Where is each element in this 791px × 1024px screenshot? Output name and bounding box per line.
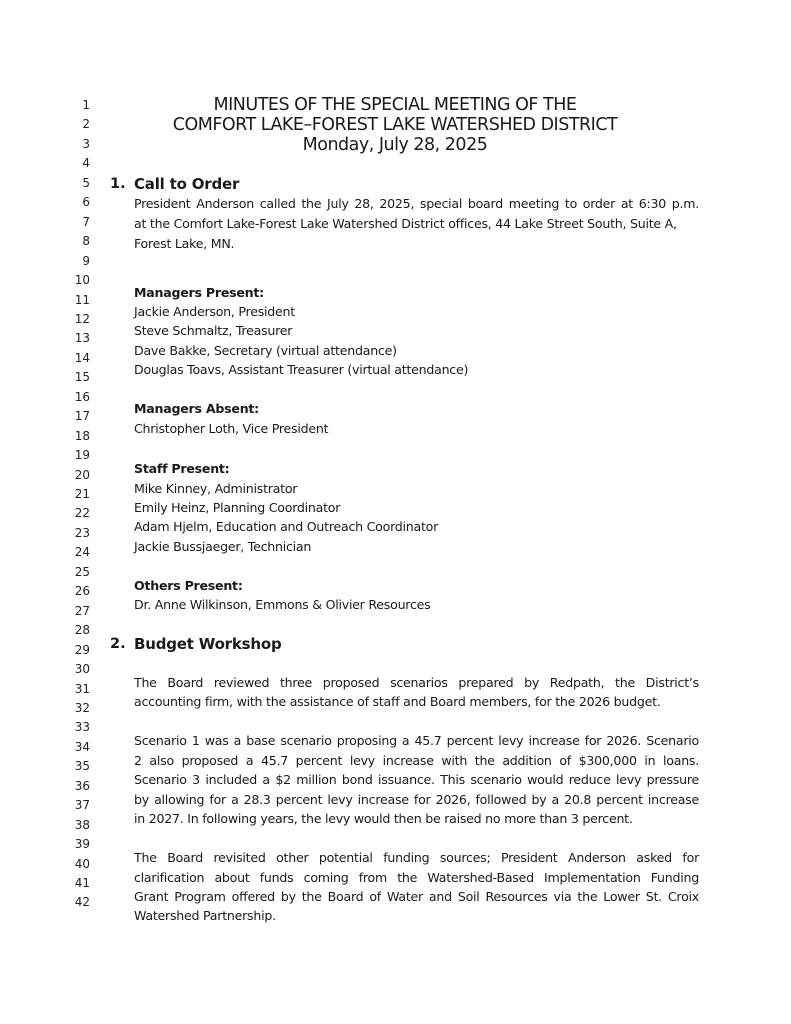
call-to-order-text-3: Forest Lake, MN. xyxy=(134,236,235,251)
line-number: 35 xyxy=(74,759,90,774)
line-number: 1 xyxy=(82,98,90,112)
staff-present-item: Adam Hjelm, Education and Outreach Coordinator xyxy=(134,519,439,534)
line-number: 24 xyxy=(74,545,90,560)
line-number: 7 xyxy=(82,214,90,229)
line-number: 18 xyxy=(74,428,90,443)
line-number: 22 xyxy=(74,506,90,521)
budget-paragraph-2-line: in 2027. In following years, the levy would then be raised no more than 3 percent. xyxy=(134,811,633,826)
line-number: 16 xyxy=(74,389,90,404)
line-number: 4 xyxy=(82,156,90,171)
budget-paragraph-2-line: by allowing for a 28.3 percent levy increase for 2026, followed by a 20.8 percent increase xyxy=(134,792,699,807)
section-1-heading: Call to Order xyxy=(134,175,240,193)
line-number: 25 xyxy=(74,564,90,579)
line-number: 38 xyxy=(74,817,90,832)
line-number: 23 xyxy=(74,525,90,540)
budget-paragraph-3-line: The Board revisited other potential funding sources; President Anderson asked for xyxy=(134,850,699,865)
manager-present-item: Jackie Anderson, President xyxy=(134,304,295,319)
line-number: 26 xyxy=(74,584,90,599)
others-present-item: Dr. Anne Wilkinson, Emmons & Olivier Resources xyxy=(134,597,431,612)
line-number: 21 xyxy=(74,487,90,501)
line-number: 3 xyxy=(82,136,90,151)
others-present-label: Others Present: xyxy=(134,578,243,593)
budget-paragraph-2-line: Scenario 3 included a $2 million bond issuance. This scenario would reduce levy pressure xyxy=(134,772,699,787)
line-number: 12 xyxy=(74,311,90,326)
line-number: 6 xyxy=(82,195,90,210)
call-to-order-text-2: at the Comfort Lake-Forest Lake Watershed District offices, 44 Lake Street South, Suite A, xyxy=(134,216,677,231)
line-number: 14 xyxy=(74,350,90,365)
line-number: 13 xyxy=(74,331,90,346)
staff-present-item: Emily Heinz, Planning Coordinator xyxy=(134,500,341,515)
line-number: 37 xyxy=(74,798,90,813)
line-number: 19 xyxy=(74,448,90,463)
budget-paragraph-2-line: 2 also proposed a 45.7 percent levy increase with the addition of $300,000 in loans. xyxy=(134,753,699,768)
line-number: 15 xyxy=(74,370,90,385)
line-number: 29 xyxy=(74,642,90,657)
line-number: 17 xyxy=(74,409,90,424)
managers-present-label: Managers Present: xyxy=(134,285,264,300)
title-date: Monday, July 28, 2025 xyxy=(302,135,488,155)
budget-paragraph-3-line: Watershed Partnership. xyxy=(134,908,276,923)
line-number: 27 xyxy=(74,603,90,618)
title-line-2: COMFORT LAKE–FOREST LAKE WATERSHED DISTRICT xyxy=(172,115,618,135)
budget-paragraph-1-line: accounting firm, with the assistance of staff and Board members, for the 2026 budget. xyxy=(134,694,661,709)
line-number: 28 xyxy=(74,623,90,638)
line-number: 11 xyxy=(74,292,90,307)
line-number: 8 xyxy=(82,234,90,249)
call-to-order-text-1: President Anderson called the July 28, 2025, special board meeting to order at 6:30 p.m. xyxy=(134,196,699,211)
line-number: 32 xyxy=(74,700,90,715)
staff-present-label: Staff Present: xyxy=(134,461,230,476)
line-number: 33 xyxy=(74,720,90,735)
line-number: 36 xyxy=(74,778,90,793)
budget-paragraph-1-line: The Board reviewed three proposed scenarios prepared by Redpath, the District’s xyxy=(134,675,699,690)
manager-absent-item: Christopher Loth, Vice President xyxy=(134,421,329,436)
budget-paragraph-3-line: Grant Program offered by the Board of Water and Soil Resources via the Lower St. Croix xyxy=(134,889,699,904)
managers-absent-label: Managers Absent: xyxy=(134,401,259,416)
line-number: 10 xyxy=(74,273,90,288)
line-number: 34 xyxy=(74,739,90,754)
staff-present-item: Mike Kinney, Administrator xyxy=(134,481,298,496)
budget-paragraph-2-line: Scenario 1 was a base scenario proposing a 45.7 percent levy increase for 2026. Scenario xyxy=(134,733,699,748)
manager-present-item: Douglas Toavs, Assistant Treasurer (virtual attendance) xyxy=(134,362,469,377)
line-number: 20 xyxy=(74,467,90,482)
budget-paragraph-3-line: clarification about funds coming from the Watershed-Based Implementation Funding xyxy=(134,870,699,885)
line-number: 30 xyxy=(74,662,90,677)
line-number: 31 xyxy=(74,681,90,696)
section-1-number: 1. xyxy=(110,176,126,192)
line-number: 2 xyxy=(82,117,90,132)
line-number: 39 xyxy=(74,837,90,852)
section-2-heading: Budget Workshop xyxy=(134,635,282,653)
line-number: 9 xyxy=(82,253,90,268)
manager-present-item: Steve Schmaltz, Treasurer xyxy=(134,323,293,338)
line-number: 41 xyxy=(74,876,90,890)
title-line-1: MINUTES OF THE SPECIAL MEETING OF THE xyxy=(213,95,577,115)
staff-present-item: Jackie Bussjaeger, Technician xyxy=(134,539,312,554)
line-number: 42 xyxy=(74,895,90,910)
manager-present-item: Dave Bakke, Secretary (virtual attendance) xyxy=(134,343,397,358)
line-number: 40 xyxy=(74,856,90,871)
line-number: 5 xyxy=(82,175,90,190)
section-2-number: 2. xyxy=(110,636,126,652)
